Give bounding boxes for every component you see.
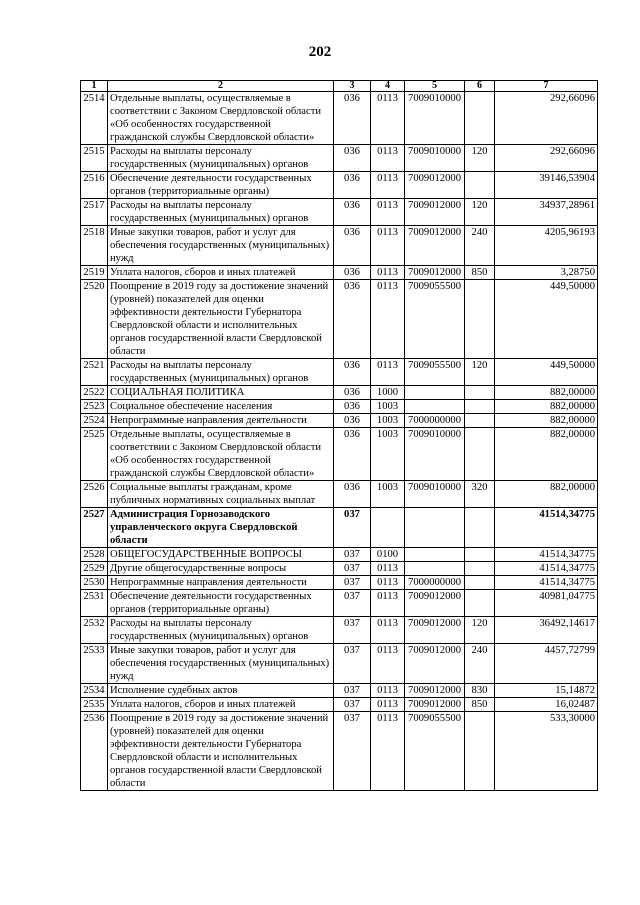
row-amount: 533,30000 (495, 712, 598, 791)
row-description: Непрограммные направления деятельности (108, 414, 334, 428)
row-code-expense (465, 400, 495, 414)
row-code-target: 7009055500 (405, 280, 465, 359)
table-body (81, 92, 598, 791)
row-description: Иные закупки товаров, работ и услуг для обеспечения государственных (муниципальных) нужд (108, 644, 334, 684)
row-code-grbs: 036 (334, 386, 371, 400)
row-code-target (405, 548, 465, 562)
row-code-expense: 120 (465, 617, 495, 644)
row-number: 2530 (81, 576, 108, 590)
table-row (81, 698, 598, 712)
row-code-section: 0100 (371, 548, 405, 562)
row-description: Исполнение судебных актов (108, 684, 334, 698)
row-description: Отдельные выплаты, осуществляемые в соответствии с Законом Свердловской области «Об особенностях государственной гражданской службы Свердловской области» (108, 428, 334, 481)
row-code-grbs: 036 (334, 172, 371, 199)
column-header: 7 (495, 81, 598, 92)
table-row (81, 428, 598, 481)
row-code-target: 7009010000 (405, 145, 465, 172)
row-code-section: 0113 (371, 617, 405, 644)
table-row (81, 414, 598, 428)
row-code-expense: 120 (465, 145, 495, 172)
row-amount: 41514,34775 (495, 576, 598, 590)
table-row (81, 576, 598, 590)
row-code-section: 1003 (371, 481, 405, 508)
row-number: 2521 (81, 359, 108, 386)
row-code-target: 7009055500 (405, 359, 465, 386)
row-description: ОБЩЕГОСУДАРСТВЕННЫЕ ВОПРОСЫ (108, 548, 334, 562)
row-code-grbs: 037 (334, 590, 371, 617)
row-code-target: 7009012000 (405, 590, 465, 617)
row-code-grbs: 037 (334, 644, 371, 684)
row-description: Поощрение в 2019 году за достижение значений (уровней) показателей для оценки эффективности деятельности Губернатора Свердловской области и исполнительных органов государственной власти Свердловской области (108, 280, 334, 359)
table-row (81, 359, 598, 386)
row-code-target: 7009012000 (405, 172, 465, 199)
row-code-grbs: 036 (334, 359, 371, 386)
table-row (81, 481, 598, 508)
row-code-target: 7009012000 (405, 199, 465, 226)
table-row (81, 684, 598, 698)
row-code-target: 7009012000 (405, 226, 465, 266)
row-amount: 41514,34775 (495, 562, 598, 576)
row-code-target (405, 400, 465, 414)
page-number: 202 (308, 44, 332, 60)
row-code-grbs: 036 (334, 428, 371, 481)
row-description: Отдельные выплаты, осуществляемые в соответствии с Законом Свердловской области «Об особенностях государственной гражданской службы Свердловской области» (108, 92, 334, 145)
row-code-grbs: 037 (334, 548, 371, 562)
row-amount: 40981,04775 (495, 590, 598, 617)
row-number: 2529 (81, 562, 108, 576)
row-code-target (405, 386, 465, 400)
row-description: Расходы на выплаты персоналу государственных (муниципальных) органов (108, 359, 334, 386)
row-description: Уплата налогов, сборов и иных платежей (108, 698, 334, 712)
row-description: Поощрение в 2019 году за достижение значений (уровней) показателей для оценки эффективности деятельности Губернатора Свердловской области и исполнительных органов государственной власти Свердловской области (108, 712, 334, 791)
row-number: 2531 (81, 590, 108, 617)
row-code-expense (465, 414, 495, 428)
row-description: Другие общегосударственные вопросы (108, 562, 334, 576)
row-code-grbs: 037 (334, 684, 371, 698)
row-number: 2534 (81, 684, 108, 698)
row-code-section: 0113 (371, 644, 405, 684)
column-header: 2 (108, 81, 334, 92)
row-code-target: 7009010000 (405, 92, 465, 145)
column-header: 4 (371, 81, 405, 92)
row-description: Расходы на выплаты персоналу государственных (муниципальных) органов (108, 199, 334, 226)
row-code-section: 1003 (371, 414, 405, 428)
row-description: Социальные выплаты гражданам, кроме публичных нормативных социальных выплат (108, 481, 334, 508)
row-number: 2518 (81, 226, 108, 266)
row-code-grbs: 036 (334, 414, 371, 428)
row-code-grbs: 037 (334, 698, 371, 712)
row-code-section: 0113 (371, 172, 405, 199)
row-code-expense: 120 (465, 359, 495, 386)
row-code-section (371, 508, 405, 548)
row-amount: 4205,96193 (495, 226, 598, 266)
row-code-expense (465, 386, 495, 400)
row-amount: 39146,53904 (495, 172, 598, 199)
row-amount: 41514,34775 (495, 508, 598, 548)
row-amount: 882,00000 (495, 400, 598, 414)
row-number: 2528 (81, 548, 108, 562)
row-code-section: 0113 (371, 92, 405, 145)
row-amount: 449,50000 (495, 359, 598, 386)
row-amount: 882,00000 (495, 414, 598, 428)
row-amount: 882,00000 (495, 481, 598, 508)
row-code-section: 1003 (371, 400, 405, 414)
row-number: 2527 (81, 508, 108, 548)
table-row (81, 400, 598, 414)
row-code-target: 7009010000 (405, 428, 465, 481)
row-code-grbs: 037 (334, 508, 371, 548)
row-code-grbs: 037 (334, 712, 371, 791)
row-code-target: 7009012000 (405, 266, 465, 280)
row-number: 2526 (81, 481, 108, 508)
row-number: 2522 (81, 386, 108, 400)
row-code-section: 0113 (371, 576, 405, 590)
row-code-grbs: 037 (334, 576, 371, 590)
row-code-expense (465, 280, 495, 359)
row-code-grbs: 036 (334, 145, 371, 172)
row-description: Социальное обеспечение населения (108, 400, 334, 414)
row-description: Расходы на выплаты персоналу государственных (муниципальных) органов (108, 145, 334, 172)
row-code-target: 7009012000 (405, 684, 465, 698)
row-code-target (405, 562, 465, 576)
row-code-target: 7000000000 (405, 414, 465, 428)
row-code-grbs: 036 (334, 92, 371, 145)
row-number: 2535 (81, 698, 108, 712)
row-number: 2533 (81, 644, 108, 684)
row-code-target: 7000000000 (405, 576, 465, 590)
row-description: Иные закупки товаров, работ и услуг для обеспечения государственных (муниципальных) нужд (108, 226, 334, 266)
row-code-expense: 850 (465, 698, 495, 712)
row-code-expense: 240 (465, 644, 495, 684)
table-row (81, 172, 598, 199)
row-code-target: 7009055500 (405, 712, 465, 791)
row-code-expense: 240 (465, 226, 495, 266)
row-amount: 41514,34775 (495, 548, 598, 562)
table-row (81, 145, 598, 172)
row-code-expense (465, 92, 495, 145)
row-number: 2517 (81, 199, 108, 226)
column-header: 5 (405, 81, 465, 92)
row-amount: 4457,72799 (495, 644, 598, 684)
table-row (81, 386, 598, 400)
table-row (81, 266, 598, 280)
row-number: 2514 (81, 92, 108, 145)
table-row (81, 712, 598, 791)
row-amount: 16,02487 (495, 698, 598, 712)
row-amount: 34937,28961 (495, 199, 598, 226)
table-row (81, 92, 598, 145)
table-row (81, 617, 598, 644)
row-description: Обеспечение деятельности государственных органов (территориальные органы) (108, 590, 334, 617)
column-header: 1 (81, 81, 108, 92)
row-code-section: 0113 (371, 226, 405, 266)
row-code-grbs: 036 (334, 280, 371, 359)
table-header-row (81, 81, 598, 92)
row-code-expense: 850 (465, 266, 495, 280)
table-row (81, 226, 598, 266)
row-code-expense (465, 562, 495, 576)
row-amount: 292,66096 (495, 145, 598, 172)
table-row (81, 590, 598, 617)
row-number: 2519 (81, 266, 108, 280)
row-code-grbs: 036 (334, 481, 371, 508)
row-code-grbs: 036 (334, 266, 371, 280)
row-amount: 36492,14617 (495, 617, 598, 644)
row-code-target: 7009012000 (405, 644, 465, 684)
row-code-section: 0113 (371, 698, 405, 712)
row-amount: 3,28750 (495, 266, 598, 280)
row-number: 2516 (81, 172, 108, 199)
row-code-target (405, 508, 465, 548)
column-header: 3 (334, 81, 371, 92)
table-row (81, 199, 598, 226)
row-description: Расходы на выплаты персоналу государственных (муниципальных) органов (108, 617, 334, 644)
table-row (81, 280, 598, 359)
row-code-expense (465, 428, 495, 481)
row-number: 2523 (81, 400, 108, 414)
row-code-target: 7009010000 (405, 481, 465, 508)
row-code-expense (465, 172, 495, 199)
row-code-expense (465, 712, 495, 791)
row-description: Уплата налогов, сборов и иных платежей (108, 266, 334, 280)
row-number: 2524 (81, 414, 108, 428)
row-amount: 882,00000 (495, 428, 598, 481)
row-code-expense: 830 (465, 684, 495, 698)
row-code-section: 0113 (371, 199, 405, 226)
row-code-grbs: 037 (334, 562, 371, 576)
row-code-section: 1003 (371, 428, 405, 481)
table-row (81, 548, 598, 562)
row-code-grbs: 036 (334, 400, 371, 414)
row-code-expense: 320 (465, 481, 495, 508)
row-description: СОЦИАЛЬНАЯ ПОЛИТИКА (108, 386, 334, 400)
budget-table (80, 80, 598, 791)
row-code-target: 7009012000 (405, 617, 465, 644)
row-code-section: 0113 (371, 684, 405, 698)
row-amount: 15,14872 (495, 684, 598, 698)
row-code-expense (465, 590, 495, 617)
row-amount: 449,50000 (495, 280, 598, 359)
table-row (81, 562, 598, 576)
row-number: 2515 (81, 145, 108, 172)
row-code-section: 0113 (371, 280, 405, 359)
row-number: 2525 (81, 428, 108, 481)
row-number: 2532 (81, 617, 108, 644)
row-amount: 882,00000 (495, 386, 598, 400)
row-code-grbs: 037 (334, 617, 371, 644)
row-code-expense: 120 (465, 199, 495, 226)
row-number: 2536 (81, 712, 108, 791)
row-code-target: 7009012000 (405, 698, 465, 712)
row-code-expense (465, 508, 495, 548)
row-description: Непрограммные направления деятельности (108, 576, 334, 590)
column-header: 6 (465, 81, 495, 92)
row-code-section: 0113 (371, 590, 405, 617)
row-number: 2520 (81, 280, 108, 359)
row-code-section: 0113 (371, 266, 405, 280)
row-amount: 292,66096 (495, 92, 598, 145)
row-code-section: 0113 (371, 145, 405, 172)
row-code-expense (465, 548, 495, 562)
table-row (81, 508, 598, 548)
row-description: Обеспечение деятельности государственных органов (территориальные органы) (108, 172, 334, 199)
row-description: Администрация Горнозаводского управленческого округа Свердловской области (108, 508, 334, 548)
row-code-grbs: 036 (334, 199, 371, 226)
row-code-section: 0113 (371, 712, 405, 791)
row-code-section: 1000 (371, 386, 405, 400)
row-code-section: 0113 (371, 562, 405, 576)
row-code-grbs: 036 (334, 226, 371, 266)
table-row (81, 644, 598, 684)
row-code-expense (465, 576, 495, 590)
row-code-section: 0113 (371, 359, 405, 386)
